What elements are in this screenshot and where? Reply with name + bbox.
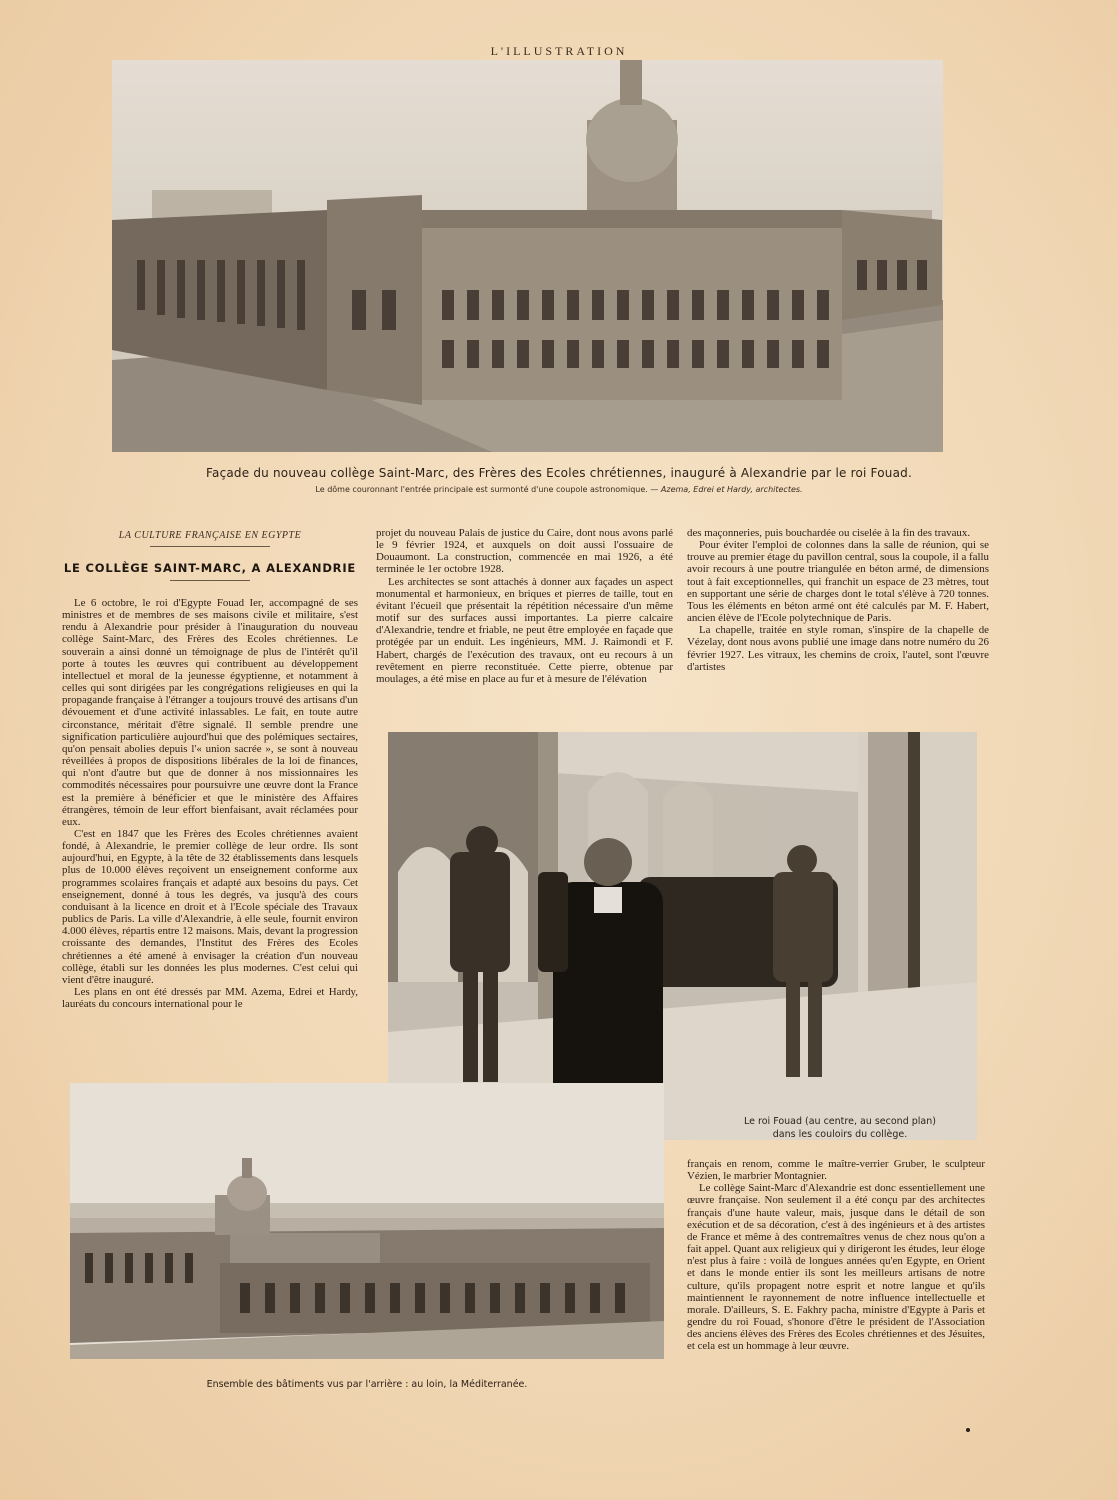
facade-caption: Façade du nouveau collège Saint-Marc, des Frères des Ecoles chrétiennes, inauguré à Alexandrie par le roi Fouad. [206, 466, 912, 480]
article-column-1 [62, 597, 358, 1010]
paragraph: Pour éviter l'emploi de colonnes dans la salle de réunion, qui se trouve au premier étage du pavillon central, sous la coupole, il a fallu avoir recours à une poutre triangulée en béton armé, de dimensions tout à fait exceptionnelles, qui franchit un espace de 23 mètres, tout en supportant une série de charges dont le total s'élève à 720 tonnes. Tous les éléments en béton armé ont été calculés par M. F. Habert, ancien élève de l'Ecole polytechnique de Paris. [687, 539, 989, 625]
kicker-rule [150, 546, 270, 547]
article-kicker: LA CULTURE FRANÇAISE EN EGYPTE [118, 530, 302, 541]
architects-credit: Azema, Edrei et Hardy, architectes. [660, 485, 803, 494]
article-column-4 [687, 1158, 985, 1353]
end-mark [966, 1428, 970, 1432]
rear-view-photo [70, 1083, 664, 1359]
headline-rule [170, 580, 250, 581]
paragraph: projet du nouveau Palais de justice du Caire, dont nous avons parlé le 9 février 1924, et auxquels on doit aussi l'ossuaire de Douaumont. La construction, commencée en mai 1926, a été terminée le 1er octobre 1928. [376, 527, 673, 576]
paragraph: Les architectes se sont attachés à donner aux façades un aspect monumental et harmonieux, en briques et pierres de taille, tout en évitant l'écueil que présentait la répétition nécessaire d'un même motif sur des surfaces aussi importantes. La pierre calcaire d'Alexandrie, tendre et friable, ne peut être employée en façade que protégée par un enduit. Les ingénieurs, MM. J. Raimondi et F. Habert, chargés de l'exécution des travaux, ont eu recours à un revêtement en pierre reconstituée. Cette pierre, obtenue par moulages, a été mise en place au fur et à mesure de l'élévation [376, 575, 673, 685]
publication-title: L'ILLUSTRATION [490, 44, 628, 58]
article-headline: LE COLLÈGE SAINT-MARC, A ALEXANDRIE [63, 561, 357, 575]
paragraph: La chapelle, traitée en style roman, s'inspire de la chapelle de Vézelay, dont nous avons publié une image dans notre numéro du 26 février 1927. Les vitraux, les chemins de croix, l'autel, sont l'œuvre d'artistes [687, 624, 989, 673]
paragraph: Le collège Saint-Marc d'Alexandrie est donc essentiellement une œuvre française. Non seulement il a été conçu par des architectes français d'une haute valeur, mais, jusque dans le détail de son exécution et de sa décoration, c'est à des ingénieurs et à des artistes de France et même à des contremaîtres venus de chez nous qu'on a fait appel. Quant aux religieux qui y dirigeront les études, leur éloge n'est plus à faire : voilà de longues années qu'en Egypte, en Orient et dans le monde entier ils sont les meilleurs artisans de notre culture, qu'ils propagent notre esprit et notre langue et qu'ils maintiennent le rayonnement de notre influence intellectuelle et morale. D'ailleurs, S. E. Fakhry pacha, ministre d'Egypte à Paris et gendre du roi Fouad, s'honore d'être le président de l'Association des anciens élèves des Frères des Ecoles chrétiennes et des Jésuites, et cela est un hommage à leur œuvre. [687, 1182, 985, 1353]
rear-view-caption: Ensemble des bâtiments vus par l'arrière : au loin, la Méditerranée. [206, 1379, 528, 1390]
paragraph: français en renom, comme le maître-verrier Gruber, le sculpteur Vézien, le marbrier Montagnier. [687, 1158, 985, 1183]
paragraph: Les plans en ont été dressés par MM. Azema, Edrei et Hardy, lauréats du concours international pour le [62, 986, 358, 1011]
facade-subcaption [100, 485, 1018, 494]
facade-photo [112, 60, 943, 452]
article-column-3 [687, 527, 989, 673]
paragraph: Le 6 octobre, le roi d'Egypte Fouad Ier, accompagné de ses ministres et de membres de ses maisons civile et militaire, s'est rendu à Alexandrie pour présider à l'inauguration du nouveau collège Saint-Marc, des Frères des Ecoles chrétiennes. Le souverain a ainsi donné un témoignage de plus de l'intérêt qu'il porte à toutes les œuvres qui contribuent au développement intellectuel et moral de la jeunesse égyptienne, et notamment à celles qui sont dirigées par les congrégations religieuses en qui la propagande française à l'étranger a toujours trouvé des artisans d'un dévouement et d'une activité inlassables. Le fait, en toute autre circonstance, méritait d'être signalé. Il semble prendre une signification particulière aujourd'hui que des polémiques sectaires, qu'on pensait abolies depuis l'« union sacrée », se sont à nouveau réveillées à propos de dispositions libérales de la loi de finances, qui n'ont d'autre but que de donner à nos missionnaires les commodités nécessaires pour poursuivre une œuvre dont la France est la première à bénéficier et que le ministère des Affaires étrangères, témoin de leur effort bienfaisant, avait réclamées pour eux. [62, 597, 358, 828]
paragraph: C'est en 1847 que les Frères des Ecoles chrétiennes avaient fondé, à Alexandrie, le premier collège de leur ordre. Ils sont aujourd'hui, en Egypte, à la tête de 32 établissements dans lesquels plus de 10.000 élèves reçoivent un enseignement conforme aux programmes scolaires français et adapté aux besoins du pays. Cet enseignement, donné à tous les degrés, va jusqu'à des cours conduisant à la licence en droit et à l'Ecole spéciale des Travaux publics de Paris. La ville d'Alexandrie, à elle seule, fournit environ 4.000 élèves, répartis entre 12 maisons. Mais, devant la progression croissante des demandes, l'Institut des Frères des Ecoles chrétiennes a été amené à envisager la création d'un nouveau collège, établi sur les données les plus modernes. C'est celui qui vient d'être inauguré. [62, 827, 358, 986]
corridor-caption-line-2: dans les couloirs du collège. [772, 1129, 908, 1140]
corridor-photo [388, 732, 977, 1140]
facade-subcaption-text: Le dôme couronnant l'entrée principale est surmonté d'une coupole astronomique. — [315, 485, 659, 494]
corridor-caption [690, 1115, 990, 1141]
corridor-caption-line-1: Le roi Fouad (au centre, au second plan) [744, 1116, 936, 1127]
paragraph: des maçonneries, puis bouchardée ou ciselée à la fin des travaux. [687, 527, 971, 539]
article-column-2 [376, 527, 673, 685]
